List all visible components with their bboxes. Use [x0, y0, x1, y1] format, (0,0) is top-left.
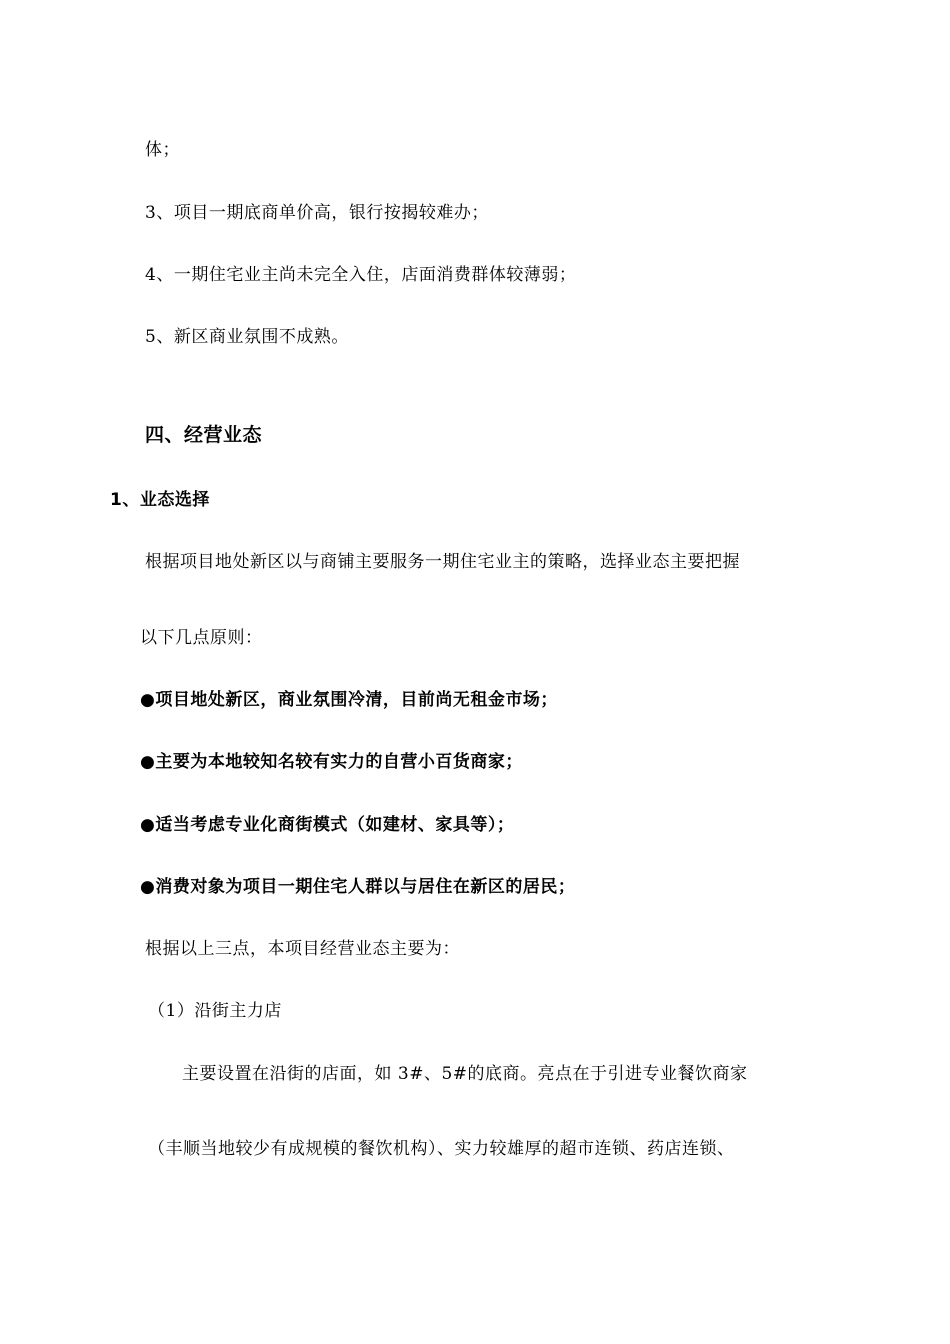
body-paragraph-line-2: （丰顺当地较少有成规模的餐饮机构）、实力较雄厚的超市连锁、药店连锁、	[148, 1139, 735, 1159]
conclusion-paragraph: 根据以上三点，本项目经营业态主要为：	[145, 939, 460, 959]
body-paragraph-line-1: 主要设置在沿街的店面，如 3#、5#的底商。亮点在于引进专业餐饮商家	[182, 1064, 748, 1084]
list-item-4: 4、一期住宅业主尚未完全入住，店面消费群体较薄弱；	[145, 265, 577, 285]
principle-item: ●项目地处新区，商业氛围冷清，目前尚无租金市场；	[140, 690, 558, 710]
subsection-heading: 1、业态选择	[110, 490, 210, 510]
intro-paragraph-line-1: 根据项目地处新区以与商铺主要服务一期住宅业主的策略，选择业态主要把握	[145, 552, 740, 572]
list-item-5: 5、新区商业氛围不成熟。	[145, 327, 349, 347]
principle-item: ●适当考虑专业化商街模式（如建材、家具等）；	[140, 815, 515, 835]
list-item-3: 3、项目一期底商单价高，银行按揭较难办；	[145, 203, 489, 223]
section-heading: 四、经营业态	[145, 424, 263, 446]
intro-paragraph-line-2: 以下几点原则：	[140, 628, 263, 648]
principle-item: ●消费对象为项目一期住宅人群以与居住在新区的居民；	[140, 877, 576, 897]
numbered-subheading: （1）沿街主力店	[148, 1001, 282, 1021]
paragraph-continued: 体；	[145, 140, 180, 160]
principle-item: ●主要为本地较知名较有实力的自营小百货商家；	[140, 752, 523, 772]
